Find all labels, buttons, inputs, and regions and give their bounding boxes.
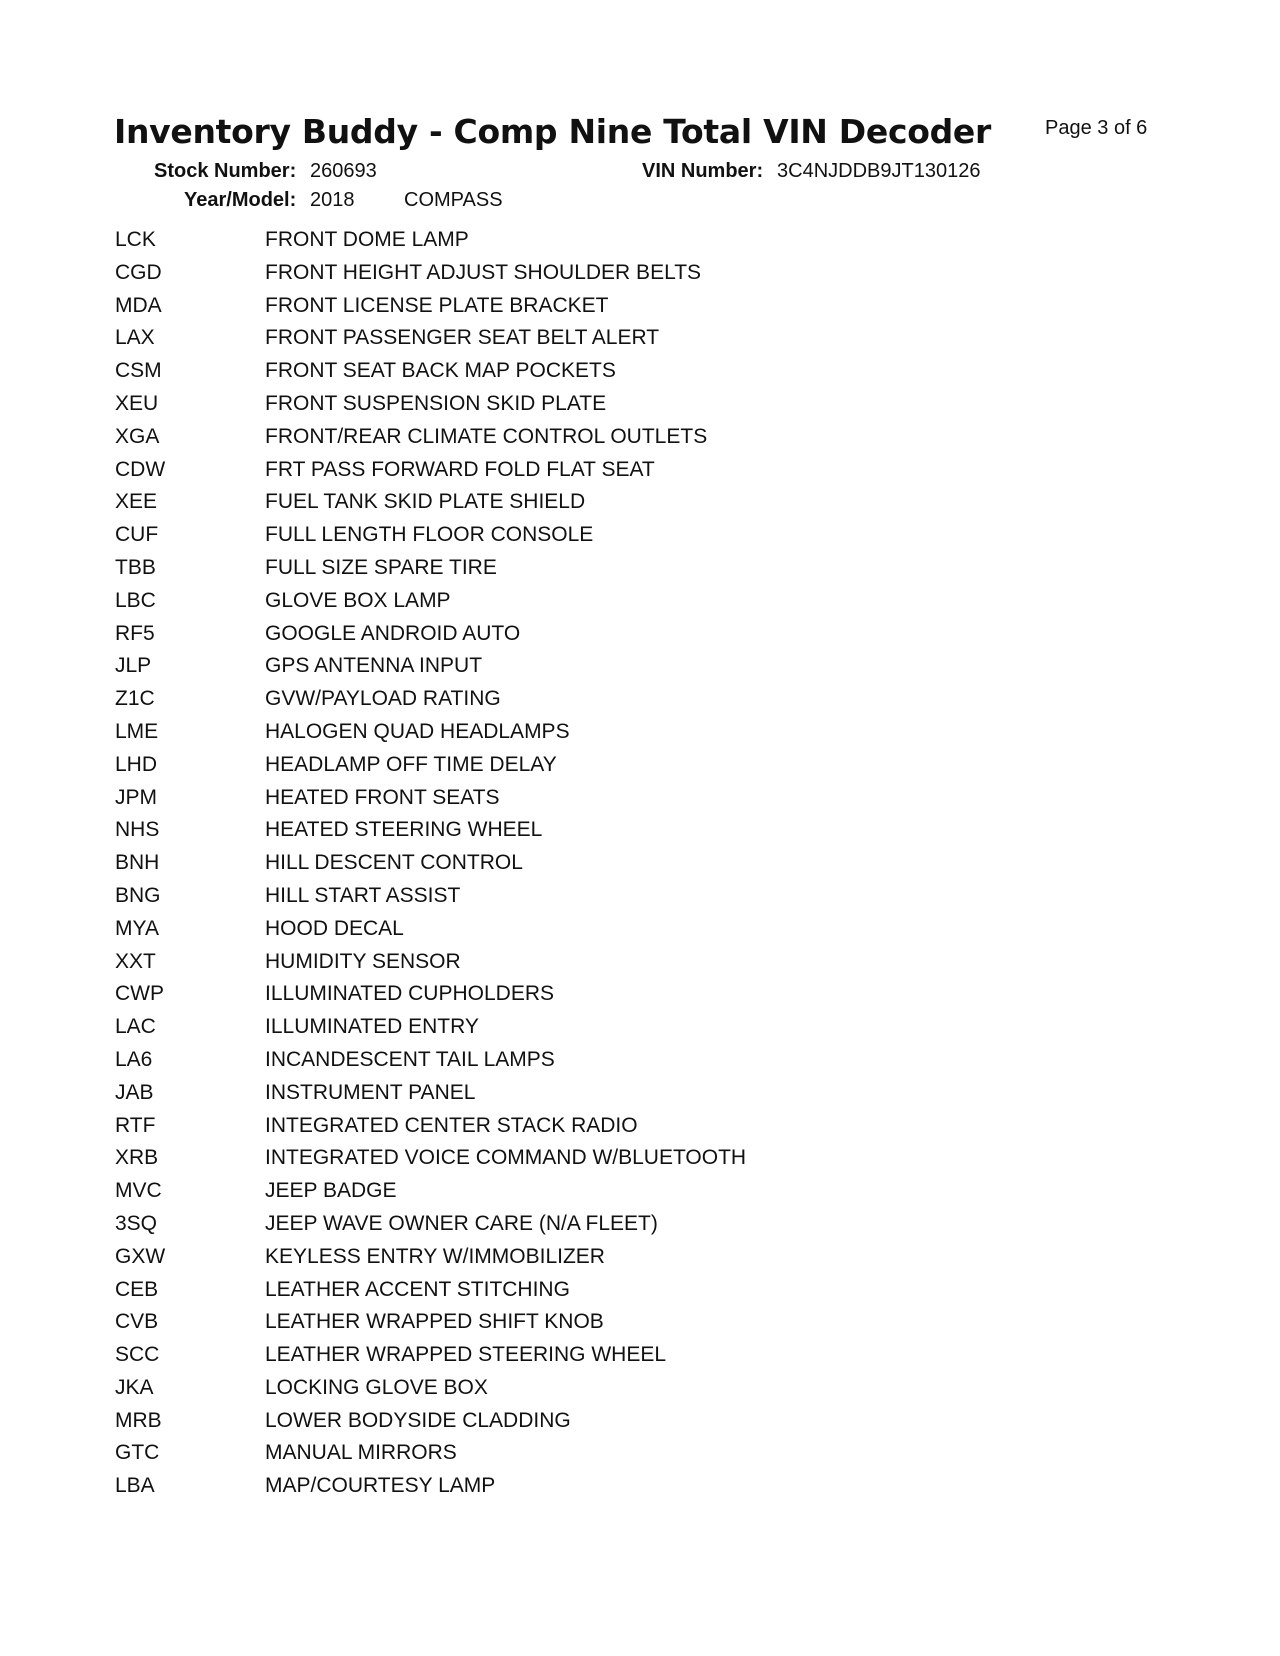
- option-row: [115, 392, 1015, 425]
- option-code: LBC: [115, 588, 156, 612]
- option-description: LOCKING GLOVE BOX: [265, 1375, 488, 1399]
- option-row: [115, 720, 1015, 753]
- option-code: CWP: [115, 982, 164, 1006]
- year-model-label: Year/Model:: [184, 189, 297, 211]
- option-row: [115, 1376, 1015, 1409]
- option-description: GVW/PAYLOAD RATING: [265, 687, 501, 711]
- option-row: [115, 818, 1015, 851]
- option-description: GPS ANTENNA INPUT: [265, 654, 483, 678]
- option-row: [115, 1474, 1015, 1507]
- option-description: JEEP WAVE OWNER CARE (N/A FLEET): [265, 1211, 658, 1235]
- model-value: COMPASS: [404, 189, 503, 211]
- option-row: [115, 458, 1015, 491]
- option-code: XXT: [115, 949, 156, 973]
- option-row: [115, 1310, 1015, 1343]
- option-code: LAX: [115, 326, 155, 350]
- vin-number-label: VIN Number:: [642, 160, 764, 182]
- option-code: LCK: [115, 228, 156, 251]
- option-row: [115, 359, 1015, 392]
- option-description: HILL DESCENT CONTROL: [265, 851, 523, 875]
- option-row: [115, 884, 1015, 917]
- option-row: [115, 228, 1015, 261]
- option-row: [115, 851, 1015, 884]
- option-row: [115, 261, 1015, 294]
- option-description: HOOD DECAL: [265, 916, 404, 940]
- option-code: NHS: [115, 818, 160, 842]
- option-row: [115, 1081, 1015, 1114]
- option-description: LEATHER WRAPPED SHIFT KNOB: [265, 1310, 604, 1334]
- option-row: [115, 1015, 1015, 1048]
- option-description: INTEGRATED VOICE COMMAND W/BLUETOOTH: [265, 1146, 747, 1170]
- option-code: LME: [115, 719, 159, 743]
- option-row: [115, 1146, 1015, 1179]
- option-row: [115, 1212, 1015, 1245]
- option-row: [115, 1441, 1015, 1474]
- option-code: CSM: [115, 359, 162, 383]
- option-description: HEATED STEERING WHEEL: [265, 818, 543, 842]
- option-description: FRONT PASSENGER SEAT BELT ALERT: [265, 326, 660, 350]
- option-row: [115, 326, 1015, 359]
- option-row: [115, 1278, 1015, 1311]
- option-row: [115, 490, 1015, 523]
- option-code: XEU: [115, 391, 159, 415]
- option-description: KEYLESS ENTRY W/IMMOBILIZER: [265, 1244, 605, 1268]
- option-row: [115, 1114, 1015, 1147]
- option-code: JAB: [115, 1080, 154, 1104]
- option-code: CGD: [115, 260, 162, 284]
- option-description: FULL LENGTH FLOOR CONSOLE: [265, 523, 594, 547]
- option-description: INTEGRATED CENTER STACK RADIO: [265, 1113, 638, 1137]
- option-code: SCC: [115, 1343, 160, 1367]
- option-code: XEE: [115, 490, 158, 514]
- option-code: Z1C: [115, 687, 155, 711]
- page-title: Inventory Buddy - Comp Nine Total VIN Decoder: [114, 112, 991, 151]
- option-description: INCANDESCENT TAIL LAMPS: [265, 1047, 555, 1071]
- option-row: [115, 1409, 1015, 1442]
- option-code: GXW: [115, 1244, 166, 1268]
- option-row: [115, 523, 1015, 556]
- option-code: MYA: [115, 916, 159, 940]
- option-description: FUEL TANK SKID PLATE SHIELD: [265, 490, 586, 514]
- option-code: MVC: [115, 1179, 162, 1203]
- option-description: HEATED FRONT SEATS: [265, 785, 500, 809]
- option-code: TBB: [115, 555, 156, 579]
- option-description: HILL START ASSIST: [265, 883, 461, 907]
- option-description: ILLUMINATED CUPHOLDERS: [265, 982, 554, 1006]
- option-row: [115, 1179, 1015, 1212]
- vin-number-value: 3C4NJDDB9JT130126: [777, 160, 981, 182]
- option-row: [115, 622, 1015, 655]
- option-code: JLP: [115, 654, 152, 678]
- option-description: FRONT HEIGHT ADJUST SHOULDER BELTS: [265, 260, 702, 284]
- option-row: [115, 654, 1015, 687]
- stock-number-label: Stock Number:: [154, 160, 297, 182]
- option-code: MDA: [115, 293, 162, 317]
- option-description: FRONT SUSPENSION SKID PLATE: [265, 391, 607, 415]
- option-code: LA6: [115, 1047, 153, 1071]
- option-row: [115, 556, 1015, 589]
- option-code: JKA: [115, 1375, 154, 1399]
- option-description: FRONT LICENSE PLATE BRACKET: [265, 293, 609, 317]
- option-row: [115, 294, 1015, 327]
- option-description: INSTRUMENT PANEL: [265, 1080, 476, 1104]
- option-description: HALOGEN QUAD HEADLAMPS: [265, 719, 570, 743]
- option-description: LEATHER WRAPPED STEERING WHEEL: [265, 1343, 667, 1367]
- option-row: [115, 425, 1015, 458]
- option-description: FRONT SEAT BACK MAP POCKETS: [265, 359, 616, 383]
- option-description: MANUAL MIRRORS: [265, 1441, 457, 1465]
- option-row: [115, 1048, 1015, 1081]
- option-description: FULL SIZE SPARE TIRE: [265, 555, 497, 579]
- option-code: LBA: [115, 1474, 155, 1498]
- option-code: XGA: [115, 424, 160, 448]
- option-code: BNG: [115, 883, 161, 907]
- option-code: LAC: [115, 1015, 156, 1039]
- option-description: HUMIDITY SENSOR: [265, 949, 461, 973]
- option-description: HEADLAMP OFF TIME DELAY: [265, 752, 557, 776]
- option-row: [115, 786, 1015, 819]
- option-row: [115, 589, 1015, 622]
- options-list: [115, 228, 1015, 1507]
- option-description: MAP/COURTESY LAMP: [265, 1474, 496, 1498]
- option-description: ILLUMINATED ENTRY: [265, 1015, 479, 1039]
- option-code: CVB: [115, 1310, 159, 1334]
- stock-number-value: 260693: [310, 160, 377, 182]
- option-code: BNH: [115, 851, 160, 875]
- option-code: GTC: [115, 1441, 160, 1465]
- option-description: LOWER BODYSIDE CLADDING: [265, 1408, 571, 1432]
- option-row: [115, 1343, 1015, 1376]
- option-row: [115, 950, 1015, 983]
- option-description: FRT PASS FORWARD FOLD FLAT SEAT: [265, 457, 655, 481]
- option-code: CEB: [115, 1277, 159, 1301]
- option-description: FRONT/REAR CLIMATE CONTROL OUTLETS: [265, 424, 708, 448]
- page-number: Page 3 of 6: [1045, 117, 1148, 139]
- option-code: RF5: [115, 621, 155, 645]
- option-code: LHD: [115, 752, 158, 776]
- option-description: GOOGLE ANDROID AUTO: [265, 621, 521, 645]
- option-row: [115, 753, 1015, 786]
- option-code: JPM: [115, 785, 157, 809]
- option-row: [115, 1245, 1015, 1278]
- option-code: MRB: [115, 1408, 162, 1432]
- year-value: 2018: [310, 189, 355, 211]
- option-row: [115, 982, 1015, 1015]
- option-code: CDW: [115, 457, 166, 481]
- option-description: FRONT DOME LAMP: [265, 228, 469, 251]
- option-code: 3SQ: [115, 1211, 158, 1235]
- option-code: RTF: [115, 1113, 156, 1137]
- option-description: JEEP BADGE: [265, 1179, 397, 1203]
- option-code: CUF: [115, 523, 159, 547]
- option-row: [115, 687, 1015, 720]
- option-description: LEATHER ACCENT STITCHING: [265, 1277, 570, 1301]
- option-row: [115, 917, 1015, 950]
- option-description: GLOVE BOX LAMP: [265, 588, 451, 612]
- option-code: XRB: [115, 1146, 159, 1170]
